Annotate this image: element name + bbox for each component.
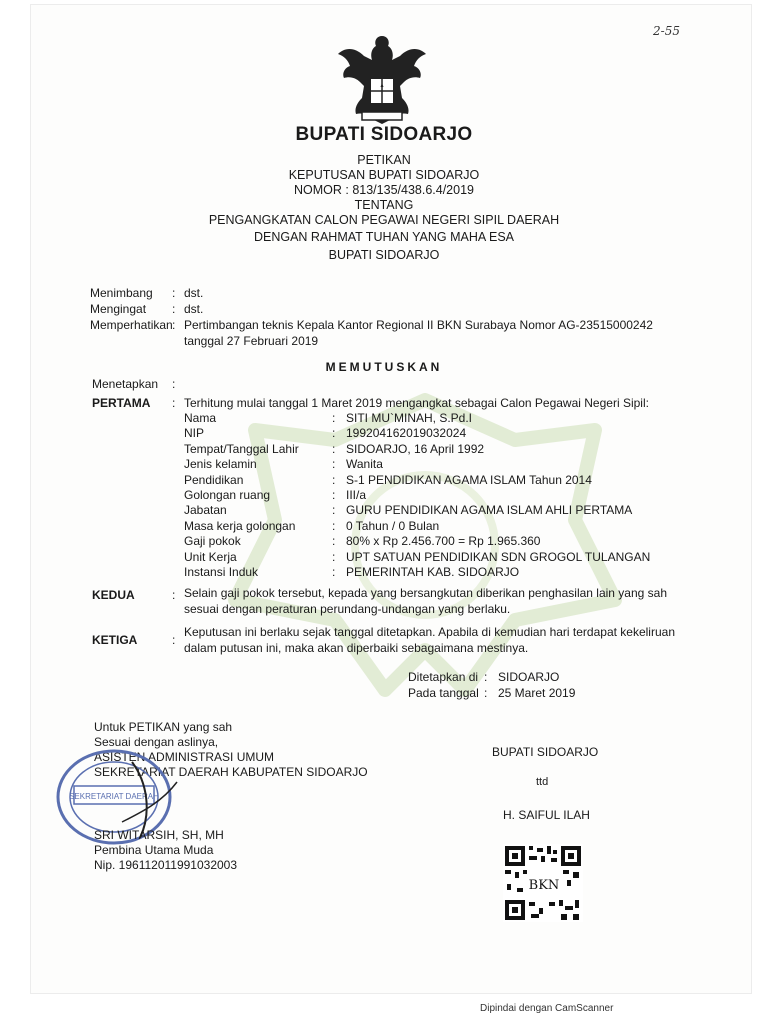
detail-label: Unit Kerja (184, 550, 237, 564)
detail-label: Masa kerja golongan (184, 519, 296, 533)
detail-colon: : (332, 426, 336, 440)
memperhatikan-label: Memperhatikan (90, 318, 173, 332)
scanner-footer: Dipindai dengan CamScanner (480, 1003, 614, 1014)
detail-colon: : (332, 565, 336, 579)
ttd-mark: ttd (536, 776, 549, 788)
ditetapkan-date: 25 Maret 2019 (498, 686, 576, 700)
detail-colon: : (332, 534, 336, 548)
qr-bkn-label: BKN (528, 878, 560, 893)
detail-colon: : (332, 503, 336, 517)
asisten-line: ASISTEN ADMINISTRASI UMUM (94, 750, 275, 764)
menetapkan-colon: : (172, 377, 176, 391)
header-line-petikan: PETIKAN (357, 153, 411, 167)
ketiga-label: KETIGA (92, 633, 138, 647)
menetapkan-label: Menetapkan (92, 377, 159, 391)
detail-value: 0 Tahun / 0 Bulan (346, 519, 440, 533)
left-signer-name: SRI WITARSIH, SH, MH (94, 828, 224, 842)
petikan-sah-line: Untuk PETIKAN yang sah (94, 720, 233, 734)
mengingat-label: Mengingat (90, 302, 147, 316)
ketiga-colon: : (172, 633, 176, 647)
detail-label: Jenis kelamin (184, 457, 257, 471)
detail-label: Pendidikan (184, 473, 244, 487)
menimbang-colon: : (172, 286, 176, 300)
detail-colon: : (332, 473, 336, 487)
left-signer-rank: Pembina Utama Muda (94, 843, 214, 857)
page-number-handwritten: 2-55 (653, 24, 680, 38)
detail-label: Jabatan (184, 503, 227, 517)
right-signer-name: H. SAIFUL ILAH (503, 808, 590, 822)
ditetapkan-place-label: Ditetapkan di (408, 670, 479, 684)
ditetapkan-place-colon: : (484, 670, 488, 684)
detail-label: NIP (184, 426, 205, 440)
kedua-label: KEDUA (92, 588, 135, 602)
header-line-tentang: TENTANG (354, 198, 414, 212)
detail-value: 80% x Rp 2.456.700 = Rp 1.965.360 (346, 534, 541, 548)
detail-colon: : (332, 411, 336, 425)
mengingat-value: dst. (184, 302, 204, 316)
detail-value: SIDOARJO, 16 April 1992 (346, 442, 485, 456)
detail-value: S-1 PENDIDIKAN AGAMA ISLAM Tahun 2014 (346, 473, 592, 487)
detail-colon: : (332, 442, 336, 456)
detail-value: UPT SATUAN PENDIDIKAN SDN GROGOL TULANGAN (346, 550, 651, 564)
detail-label: Nama (184, 411, 217, 425)
ketiga-line1: Keputusan ini berlaku sejak tanggal ditetapkan. Apabila di kemudian hari terdapat kekeliruan (184, 625, 675, 639)
menimbang-value: dst. (184, 286, 204, 300)
detail-value: Wanita (346, 457, 383, 471)
ditetapkan-place: SIDOARJO (498, 670, 560, 684)
detail-label: Tempat/Tanggal Lahir (184, 442, 299, 456)
detail-value: 199204162019032024 (346, 426, 467, 440)
memperhatikan-date: tanggal 27 Februari 2019 (184, 334, 319, 348)
ditetapkan-date-colon: : (484, 686, 488, 700)
pertama-colon: : (172, 396, 176, 410)
left-signer-nip: Nip. 196112011991032003 (94, 858, 238, 872)
detail-colon: : (332, 488, 336, 502)
detail-colon: : (332, 550, 336, 564)
stamp-text: SEKRETARIAT DAERAH (69, 792, 159, 801)
header-line-keputusan: KEPUTUSAN BUPATI SIDOARJO (288, 168, 480, 182)
pertama-intro: Terhitung mulai tanggal 1 Maret 2019 mengangkat sebagai Calon Pegawai Negeri Sipil: (184, 396, 649, 410)
memutuskan-heading: MEMUTUSKAN (325, 360, 443, 374)
detail-value: PEMERINTAH KAB. SIDOARJO (346, 565, 520, 579)
detail-value: III/a (346, 488, 367, 502)
document-title: BUPATI SIDOARJO (295, 124, 473, 145)
detail-value: SITI MU`MINAH, S.Pd.I (346, 411, 473, 425)
kedua-line1: Selain gaji pokok tersebut, kepada yang bersangkutan diberikan penghasilan lain yang sah (184, 586, 668, 600)
detail-colon: : (332, 457, 336, 471)
menimbang-label: Menimbang (90, 286, 153, 300)
qr-code-icon (503, 844, 583, 922)
memperhatikan-value: Pertimbangan teknis Kepala Kantor Regional II BKN Surabaya Nomor AG-23515000242 (184, 318, 653, 332)
detail-label: Golongan ruang (184, 488, 271, 502)
garuda-emblem-icon (334, 28, 430, 128)
right-signer-title: BUPATI SIDOARJO (492, 745, 599, 759)
kedua-line2: sesuai dengan peraturan perundang-undangan yang berlaku. (184, 602, 511, 616)
detail-colon: : (332, 519, 336, 533)
detail-value: GURU PENDIDIKAN AGAMA ISLAM AHLI PERTAMA (346, 503, 633, 517)
mengingat-colon: : (172, 302, 176, 316)
header-line-bupati: BUPATI SIDOARJO (328, 248, 440, 262)
header-line-rahmat: DENGAN RAHMAT TUHAN YANG MAHA ESA (253, 230, 514, 244)
memperhatikan-colon: : (172, 318, 176, 332)
sekretariat-line: SEKRETARIAT DAERAH KABUPATEN SIDOARJO (94, 765, 368, 779)
detail-label: Instansi Induk (184, 565, 259, 579)
ditetapkan-date-label: Pada tanggal (408, 686, 479, 700)
header-line-nomor: NOMOR : 813/135/438.6.4/2019 (294, 183, 474, 197)
pertama-label: PERTAMA (92, 396, 151, 410)
header-line-subject: PENGANGKATAN CALON PEGAWAI NEGERI SIPIL DAERAH (208, 213, 560, 227)
ketiga-line2: dalam putusan ini, maka akan diperbaiki sebagaimana mestinya. (184, 641, 529, 655)
sesuai-aslinya-line: Sesuai dengan aslinya, (94, 735, 219, 749)
detail-label: Gaji pokok (184, 534, 241, 548)
kedua-colon: : (172, 588, 176, 602)
